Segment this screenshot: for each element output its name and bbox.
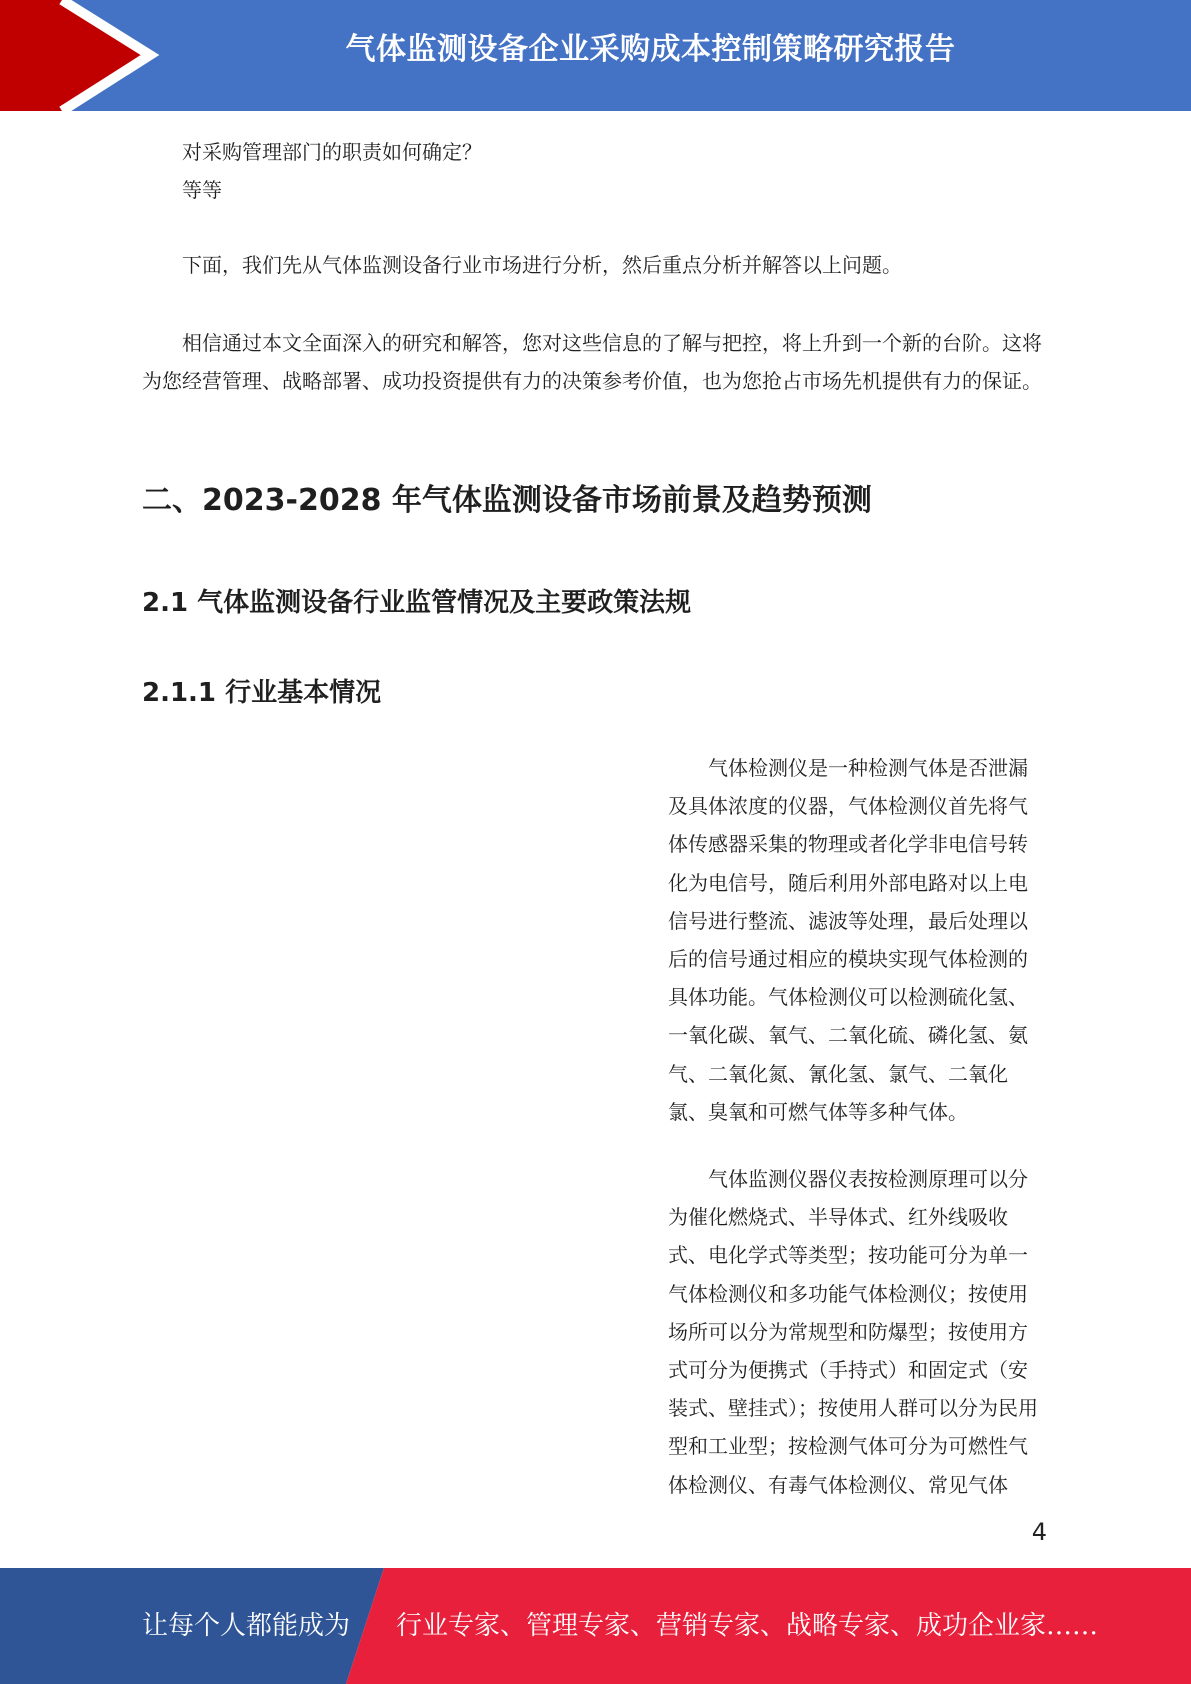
intro-paragraph-2: 相信通过本文全面深入的研究和解答，您对这些信息的了解与把控，将上升到一个新的台阶。这将为您经营管理、战略部署、成功投资提供有力的决策参考价值，也为您抢占市场先机提供有力的保证。 xyxy=(142,331,1042,393)
subsection-heading: 2.1 气体监测设备行业监管情况及主要政策法规 xyxy=(142,588,692,618)
figure-placeholder xyxy=(142,745,642,1505)
footer-slogan-right: 行业专家、管理专家、营销专家、战略专家、成功企业家…… xyxy=(396,1611,1099,1641)
side-paragraph-2: 气体监测仪器仪表按检测原理可以分为催化燃烧式、半导体式、红外线吸收式、电化学式等类型；按功能可分为单一气体检测仪和多功能气体检测仪；按使用场所可以分为常规型和防爆型；按使用方式可分为便携式（手持式）和固定式（安装式、壁挂式）；按使用人群可以分为民用型和工业型；按检测气体可分为可燃性气体检测仪、有毒气体检测仪、常见气体 xyxy=(668,1167,1038,1497)
side-paragraph-2-block xyxy=(668,1160,1045,1504)
intro-paragraph-1: 下面，我们先从气体监测设备行业市场进行分析，然后重点分析并解答以上问题。 xyxy=(182,253,902,277)
header-title: 气体监测设备企业采购成本控制策略研究报告 xyxy=(345,32,956,67)
side-paragraph-1-block xyxy=(668,749,1045,1131)
footer-slogan-left: 让每个人都能成为 xyxy=(142,1611,351,1641)
page-footer xyxy=(0,1568,1191,1684)
section-heading: 二、2023-2028 年气体监测设备市场前景及趋势预测 xyxy=(142,483,872,518)
intro-line-2: 等等 xyxy=(182,178,222,202)
intro-line-1: 对采购管理部门的职责如何确定？ xyxy=(182,140,482,164)
side-paragraph-1: 气体检测仪是一种检测气体是否泄漏及具体浓度的仪器，气体检测仪首先将气体传感器采集的物理或者化学非电信号转化为电信号，随后利用外部电路对以上电信号进行整流、滤波等处理，最后处理以后的信号通过相应的模块实现气体检测的具体功能。气体检测仪可以检测硫化氢、一氧化碳、氧气、二氧化硫、磷化氢、氨气、二氧化氮、氰化氢、氯气、二氧化氯、臭氧和可燃气体等多种气体。 xyxy=(668,756,1028,1124)
subsubsection-heading: 2.1.1 行业基本情况 xyxy=(142,678,382,708)
page-number: 4 xyxy=(1031,1518,1047,1546)
page-header xyxy=(0,0,1191,111)
